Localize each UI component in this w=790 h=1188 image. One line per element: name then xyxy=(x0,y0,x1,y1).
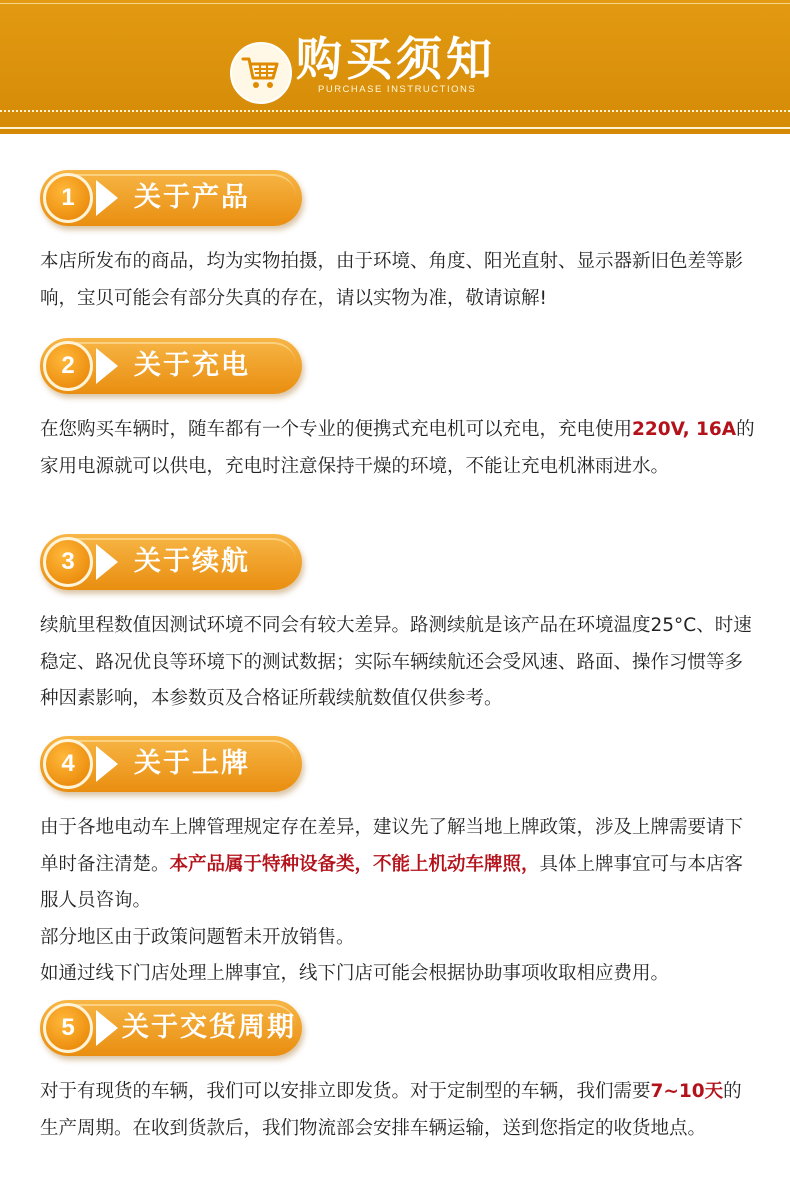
shopping-cart-icon xyxy=(230,42,292,104)
text-run: 在您购买车辆时，随车都有一个专业的便携式充电机可以充电，充电使用 xyxy=(40,419,633,440)
section-paragraph xyxy=(40,810,755,920)
section-header-range xyxy=(40,534,302,590)
chevron-right-icon xyxy=(96,746,118,782)
section-paragraph: 本店所发布的商品，均为实物拍摄，由于环境、角度、阳光直射、显示器新旧色差等影响，宝贝可能会有部分失真的存在，请以实物为准，敬请谅解! xyxy=(40,251,744,309)
banner-dotted-divider xyxy=(0,110,790,112)
section-title: 关于续航 xyxy=(134,546,250,577)
section-header-product xyxy=(40,170,302,226)
text-run: 具体上牌事宜可与本店客服人员咨询。 xyxy=(40,853,744,911)
banner-top-line xyxy=(0,3,790,4)
section-header-license xyxy=(40,736,302,792)
text-run: 由于各地电动车上牌管理规定存在差异，建议先了解当地上牌政策，涉及上牌需要请下单时备注清楚。 xyxy=(40,817,744,875)
section-paragraph: 续航里程数值因测试环境不同会有较大差异。路测续航是该产品在环境温度25°C、时速稳定、路况优良等环境下的测试数据；实际车辆续航还会受风速、路面、操作习惯等多种因素影响，本参数页及合格证所载续航数值仅供参考。 xyxy=(40,615,752,709)
header-banner xyxy=(0,0,790,134)
text-run: 的家用电源就可以供电，充电时注意保持干燥的环境，不能让充电机淋雨进水。 xyxy=(40,419,755,477)
section-paragraph xyxy=(40,412,755,485)
banner-bottom-line xyxy=(0,127,790,129)
highlight-text: 本产品属于特种设备类，不能上机动车牌照， xyxy=(169,853,540,875)
section-number-badge: 3 xyxy=(43,537,93,587)
section-number-badge: 5 xyxy=(43,1003,93,1053)
chevron-right-icon xyxy=(96,544,118,580)
section-paragraph: 如通过线下门店处理上牌事宜，线下门店可能会根据协助事项收取相应费用。 xyxy=(40,963,670,984)
section-number-badge: 2 xyxy=(43,341,93,391)
section-paragraph xyxy=(40,1074,755,1147)
section-title: 关于上牌 xyxy=(134,748,250,779)
section-header-delivery xyxy=(40,1000,302,1056)
text-run: 对于有现货的车辆，我们可以安排立即发货。对于定制型的车辆，我们需要 xyxy=(40,1081,651,1102)
section-text-charging xyxy=(40,412,755,485)
chevron-right-icon xyxy=(96,180,118,216)
chevron-right-icon xyxy=(96,1010,118,1046)
highlight-text: 220V, 16A xyxy=(632,419,737,440)
highlight-text: 7~10天 xyxy=(650,1081,724,1102)
section-number-badge: 1 xyxy=(43,173,93,223)
section-paragraph: 部分地区由于政策问题暂未开放销售。 xyxy=(40,926,355,948)
banner-subtitle: PURCHASE INSTRUCTIONS xyxy=(318,84,477,95)
section-header-charging xyxy=(40,338,302,394)
text-run: 的生产周期。在收到货款后，我们物流部会安排车辆运输，送到您指定的收货地点。 xyxy=(40,1081,742,1139)
section-title: 关于充电 xyxy=(134,350,250,381)
section-title: 关于交货周期 xyxy=(122,1012,296,1043)
section-text-delivery xyxy=(40,1074,755,1147)
section-title: 关于产品 xyxy=(134,182,250,213)
section-number-badge: 4 xyxy=(43,739,93,789)
section-text-range xyxy=(40,608,755,718)
section-text-product xyxy=(40,244,755,317)
banner-title: 购买须知 xyxy=(296,32,496,86)
section-text-license xyxy=(40,810,755,993)
chevron-right-icon xyxy=(96,348,118,384)
